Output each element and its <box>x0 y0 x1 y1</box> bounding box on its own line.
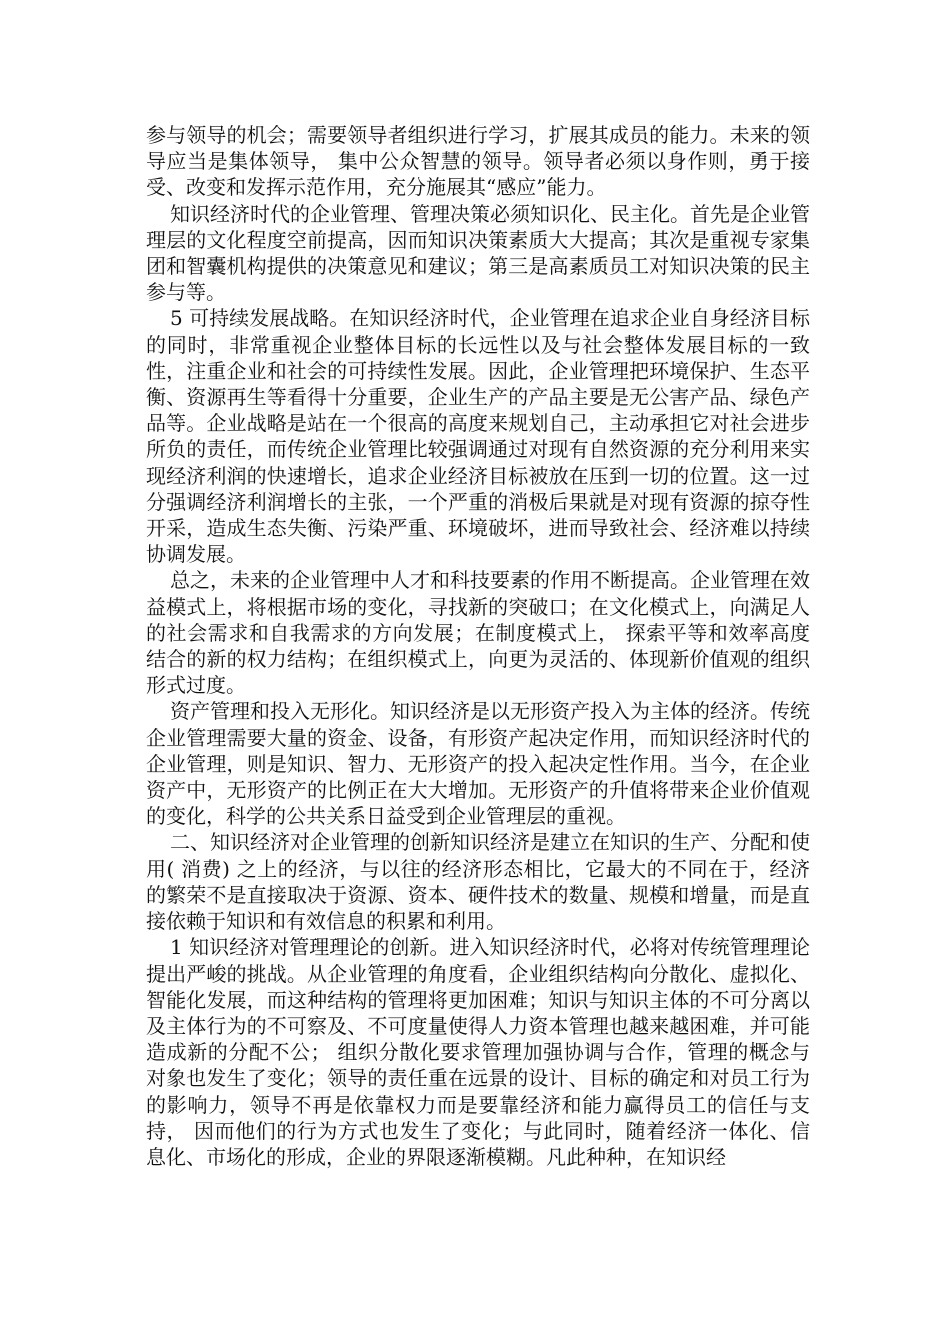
paragraph-sustainable-development: 5 可持续发展战略。在知识经济时代，企业管理在追求企业自身经济目标的同时，非常重视企业整体目标的长远性以及与社会整体发展目标的一致性，注重企业和社会的可持续性发展。因此，企业管理把环境保护、生态平衡、资源再生等看得十分重要，企业生产的产品主要是无公害产品、绿色产品等。企业战略是站在一个很高的高度来规划自己，主动承担它对社会进步所负的责任，而传统企业管理比较强调通过对现有自然资源的充分利用来实现经济利润的快速增长，追求企业经济目标被放在压到一切的位置。这一过分强调经济利润增长的主张，一个严重的消极后果就是对现有资源的掠夺性开采，造成生态失衡、污染严重、环境破坏，进而导致社会、经济难以持续协调发展。 <box>146 306 810 567</box>
paragraph-section-two-heading: 二、知识经济对企业管理的创新知识经济是建立在知识的生产、分配和使用( 消费) 之上的经济，与以往的经济形态相比，它最大的不同在于，经济的繁荣不是直接取决于资源、资本、硬件技术的数量、规模和增量，而是直接依赖于知识和有效信息的积累和利用。 <box>146 830 810 934</box>
document-page <box>146 122 810 1170</box>
paragraph-leadership: 参与领导的机会；需要领导者组织进行学习，扩展其成员的能力。未来的领导应当是集体领导， 集中公众智慧的领导。领导者必须以身作则，勇于接受、改变和发挥示范作用，充分施展其“感应”能力。 <box>146 123 810 200</box>
paragraph-intangible-assets: 资产管理和投入无形化。知识经济是以无形资产投入为主体的经济。传统企业管理需要大量的资金、设备，有形资产起决定作用，而知识经济时代的企业管理，则是知识、智力、无形资产的投入起决定性作用。当今，在企业资产中，无形资产的比例正在大大增加。无形资产的升值将带来企业价值观的变化，科学的公共关系日益受到企业管理层的重视。 <box>146 699 810 829</box>
paragraph-decision-making: 知识经济时代的企业管理、管理决策必须知识化、民主化。首先是企业管理层的文化程度空前提高，因而知识决策素质大大提高；其次是重视专家集团和智囊机构提供的决策意见和建议；第三是高素质员工对知识决策的民主参与等。 <box>146 201 810 305</box>
paragraph-management-theory: 1 知识经济对管理理论的创新。进入知识经济时代，必将对传统管理理论提出严峻的挑战。从企业管理的角度看，企业组织结构向分散化、虚拟化、智能化发展，而这种结构的管理将更加困难；知识与知识主体的不可分离以及主体行为的不可察及、不可度量使得人力资本管理也越来越困难，并可能造成新的分配不公； 组织分散化要求管理加强协调与合作，管理的概念与对象也发生了变化；领导的责任重在远景的设计、目标的确定和对员工行为的影响力，领导不再是依靠权力而是要靠经济和能力赢得员工的信任与支持， 因而他们的行为方式也发生了变化；与此同时，随着经济一体化、信息化、市场化的形成，企业的界限逐渐模糊。凡此种种，在知识经 <box>146 935 810 1169</box>
paragraph-summary: 总之，未来的企业管理中人才和科技要素的作用不断提高。企业管理在效益模式上，将根据市场的变化，寻找新的突破口；在文化模式上，向满足人的社会需求和自我需求的方向发展；在制度模式上， 探索平等和效率高度结合的新的权力结构；在组织模式上，向更为灵活的、体现新价值观的组织形式过度。 <box>146 568 810 698</box>
